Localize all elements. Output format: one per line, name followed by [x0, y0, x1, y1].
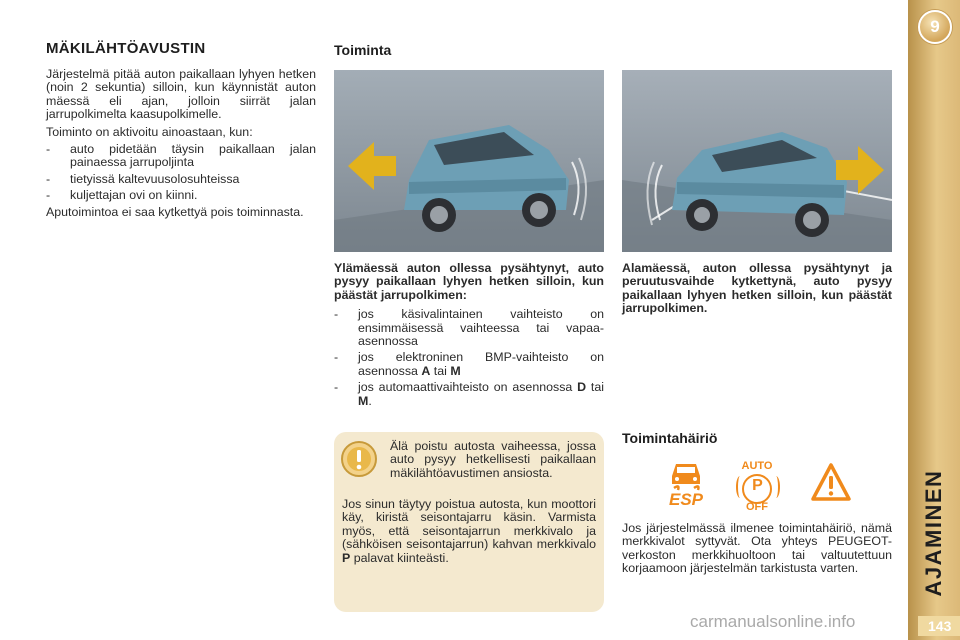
chapter-title: AJAMINEN — [921, 469, 946, 597]
uphill-item: - jos automaattivaihteisto on asennossa D tai M. — [334, 380, 605, 408]
esp-warning-icon — [666, 460, 706, 510]
fault-text: Jos järjestelmässä ilmenee toimintahäiriö, nämä merkkivalot syttyvät. Ota yhteys PEUGEOT-verkoston merkkihuoltoon tai valtuutettuun korjaamoon järjestelmän tarkistusta varten. — [622, 521, 892, 576]
intro-closing: Aputoimintoa ei saa kytkettyä pois toiminnasta. — [46, 204, 304, 219]
fault-title: Toimintahäiriö — [622, 430, 718, 446]
chapter-number-badge: 9 — [918, 10, 952, 44]
page-number: 143 — [918, 616, 960, 636]
condition-item: - auto pidetään täysin paikallaan jalan painaessa jarrupoljinta — [46, 142, 316, 170]
intro-paragraph-2: Toiminto on aktivoitu ainoastaan, kun: — [46, 124, 253, 139]
uphill-car-illustration — [334, 70, 604, 252]
warning-triangle-icon — [810, 462, 852, 502]
downhill-car-illustration — [622, 70, 892, 252]
uphill-caption: Ylämäessä auton ollessa pysähtynyt, auto pysyy paikallaan lyhyen hetken silloin, kun päästät jarrupolkimen: — [334, 261, 604, 302]
uphill-item: - jos käsivalintainen vaihteisto on ensimmäisessä vaihteessa tai vapaa-asennossa — [334, 307, 604, 349]
downhill-column — [622, 262, 892, 320]
section-title: MÄKILÄHTÖAVUSTIN — [46, 40, 206, 57]
warning-text-2: Jos sinun täytyy poistua autosta, kun moottori käy, kiristä seisontajarru käsin. Varmista myös, että seisontajarrun merkkivalo ja (sähköisen seisontajarrun) kahvan merkkivalo P palavat kiinteästi. — [342, 497, 596, 565]
intro-paragraph-1: Järjestelmä pitää auton paikallaan lyhyen hetken (noin 2 sekuntia) silloin, kun käynnistät auton mäessä eli ajan, jolloin siirrät jalan jarrupolkimelta kaasupolkimelle. — [46, 67, 316, 122]
warning-box — [334, 432, 604, 612]
uphill-column — [334, 262, 604, 411]
esp-label: ESP — [668, 490, 704, 509]
condition-item: - kuljettajan ovi on kiinni. — [46, 188, 198, 203]
warning-exclamation-icon — [340, 440, 378, 478]
uphill-item: - jos elektroninen BMP-vaihteisto on asennossa A tai M — [334, 350, 604, 378]
chapter-sidebar — [908, 0, 960, 640]
downhill-caption: Alamäessä, auton ollessa pysähtynyt ja peruutusvaihde kytkettynä, auto pysyy paikallaan lyhyen hetken silloin, kun päästät jarrupolkimen. — [622, 261, 892, 316]
watermark: carmanualsonline.info — [690, 612, 856, 631]
toiminta-title: Toiminta — [334, 42, 392, 58]
warning-text-1: Älä poistu autosta vaiheessa, jossa auto pysyy hetkellisesti paikallaan mäkilähtöavustimen ansiosta. — [390, 439, 596, 480]
auto-off-icon: AUTO P OFF — [734, 460, 780, 512]
intro-column — [46, 68, 316, 223]
condition-item: - tietyissä kaltevuusolosuhteissa — [46, 171, 240, 186]
